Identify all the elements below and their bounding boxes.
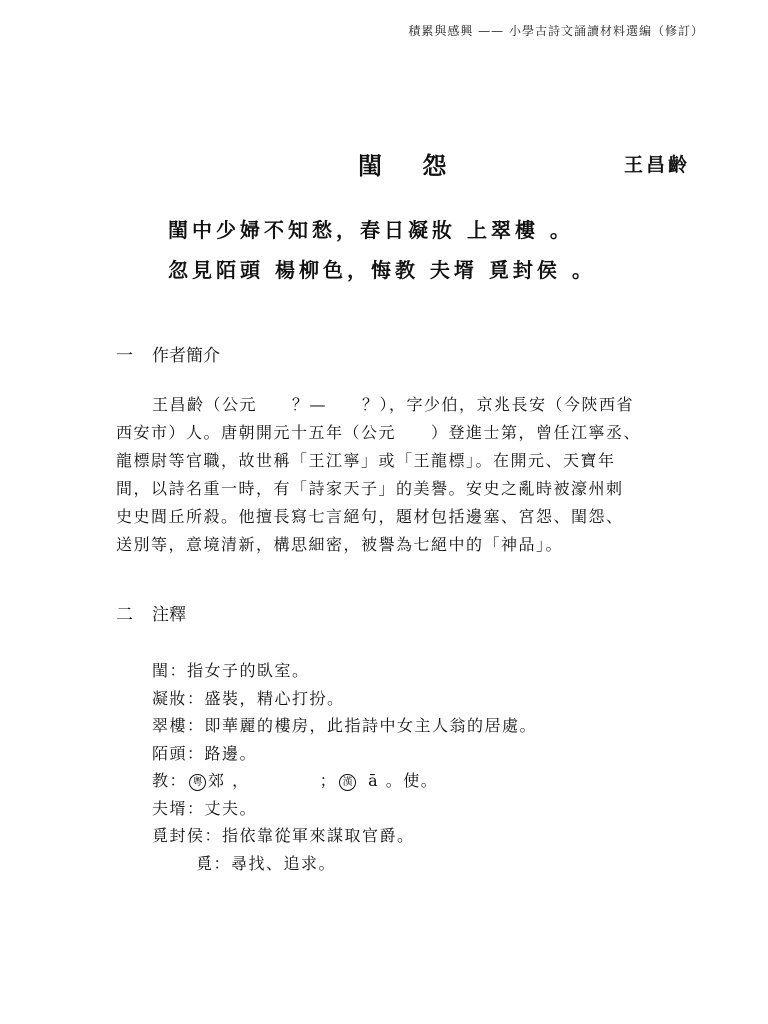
note-motou: 陌頭：路邊。 <box>152 743 258 763</box>
running-head: 積累與感興 —— 小學古詩文誦讀材料選編（修訂） <box>408 24 704 38</box>
section-heading-author <box>116 341 220 366</box>
note-mifenghou: 覓封侯：指依靠從軍來謀取官爵。 <box>152 826 415 845</box>
bio-line-5: 史史閭丘所殺。他擅長寫七言絕句，題材包括邊塞、宮怨、閨怨、 <box>116 507 624 526</box>
bio-line-4: 間，以詩名重一時，有「詩家天子」的美譽。安史之亂時被濠州刺 <box>116 479 624 498</box>
section-number: 一 <box>116 346 133 366</box>
bio-line-6: 送別等，意境清新，構思細密，被譽為七絕中的「神品」。 <box>116 535 564 554</box>
section-number: 二 <box>116 605 133 625</box>
note-separator: ； <box>319 771 338 790</box>
note-ningzhuang: 凝妝：盛裝，精心打扮。 <box>152 688 345 708</box>
annotations-list <box>152 657 537 877</box>
section-title: 作者簡介 <box>152 346 220 366</box>
author-biography <box>116 391 716 559</box>
note-gui: 閨：指女子的臥室。 <box>152 661 310 680</box>
note-fuxu: 夫壻：丈夫。 <box>152 798 258 818</box>
poem-line-2: 忽見陌頭 楊柳色，悔教 夫壻 覓封侯 。 <box>168 258 596 282</box>
poem-body <box>168 214 596 294</box>
mandarin-mark-icon: 漢 <box>339 774 356 791</box>
poem-author: 王昌齡 <box>624 154 691 176</box>
mandarin-reading: ā 。使。 <box>368 771 439 790</box>
bio-line-1 <box>116 391 716 419</box>
section-heading-notes <box>116 600 186 625</box>
cantonese-mark-icon: 粵 <box>189 774 206 791</box>
poem-title: 閨 怨 <box>358 151 463 180</box>
bio-line-text: 王昌齡（公元 ？— ？），字少伯，京兆長安（今陝西省 <box>152 395 635 414</box>
note-jiao <box>152 767 537 795</box>
note-cuilou: 翠樓：即華麗的樓房，此指詩中女主人翁的居處。 <box>152 716 538 735</box>
section-title: 注釋 <box>152 605 186 625</box>
bio-line-3: 龍標尉等官職，故世稱「王江寧」或「王龍標」。在開元、天寶年 <box>116 451 616 470</box>
cantonese-reading: 郊 ， <box>208 771 250 790</box>
note-term: 教： <box>152 771 188 790</box>
note-mi-sub: 覓：尋找、追求。 <box>196 853 337 873</box>
poem-line-1: 閨中少婦不知愁，春日凝妝 上翠樓 。 <box>168 218 574 242</box>
bio-line-2: 西安市）人。唐朝開元十五年（公元 ）登進士第，曾任江寧丞、 <box>116 423 642 442</box>
